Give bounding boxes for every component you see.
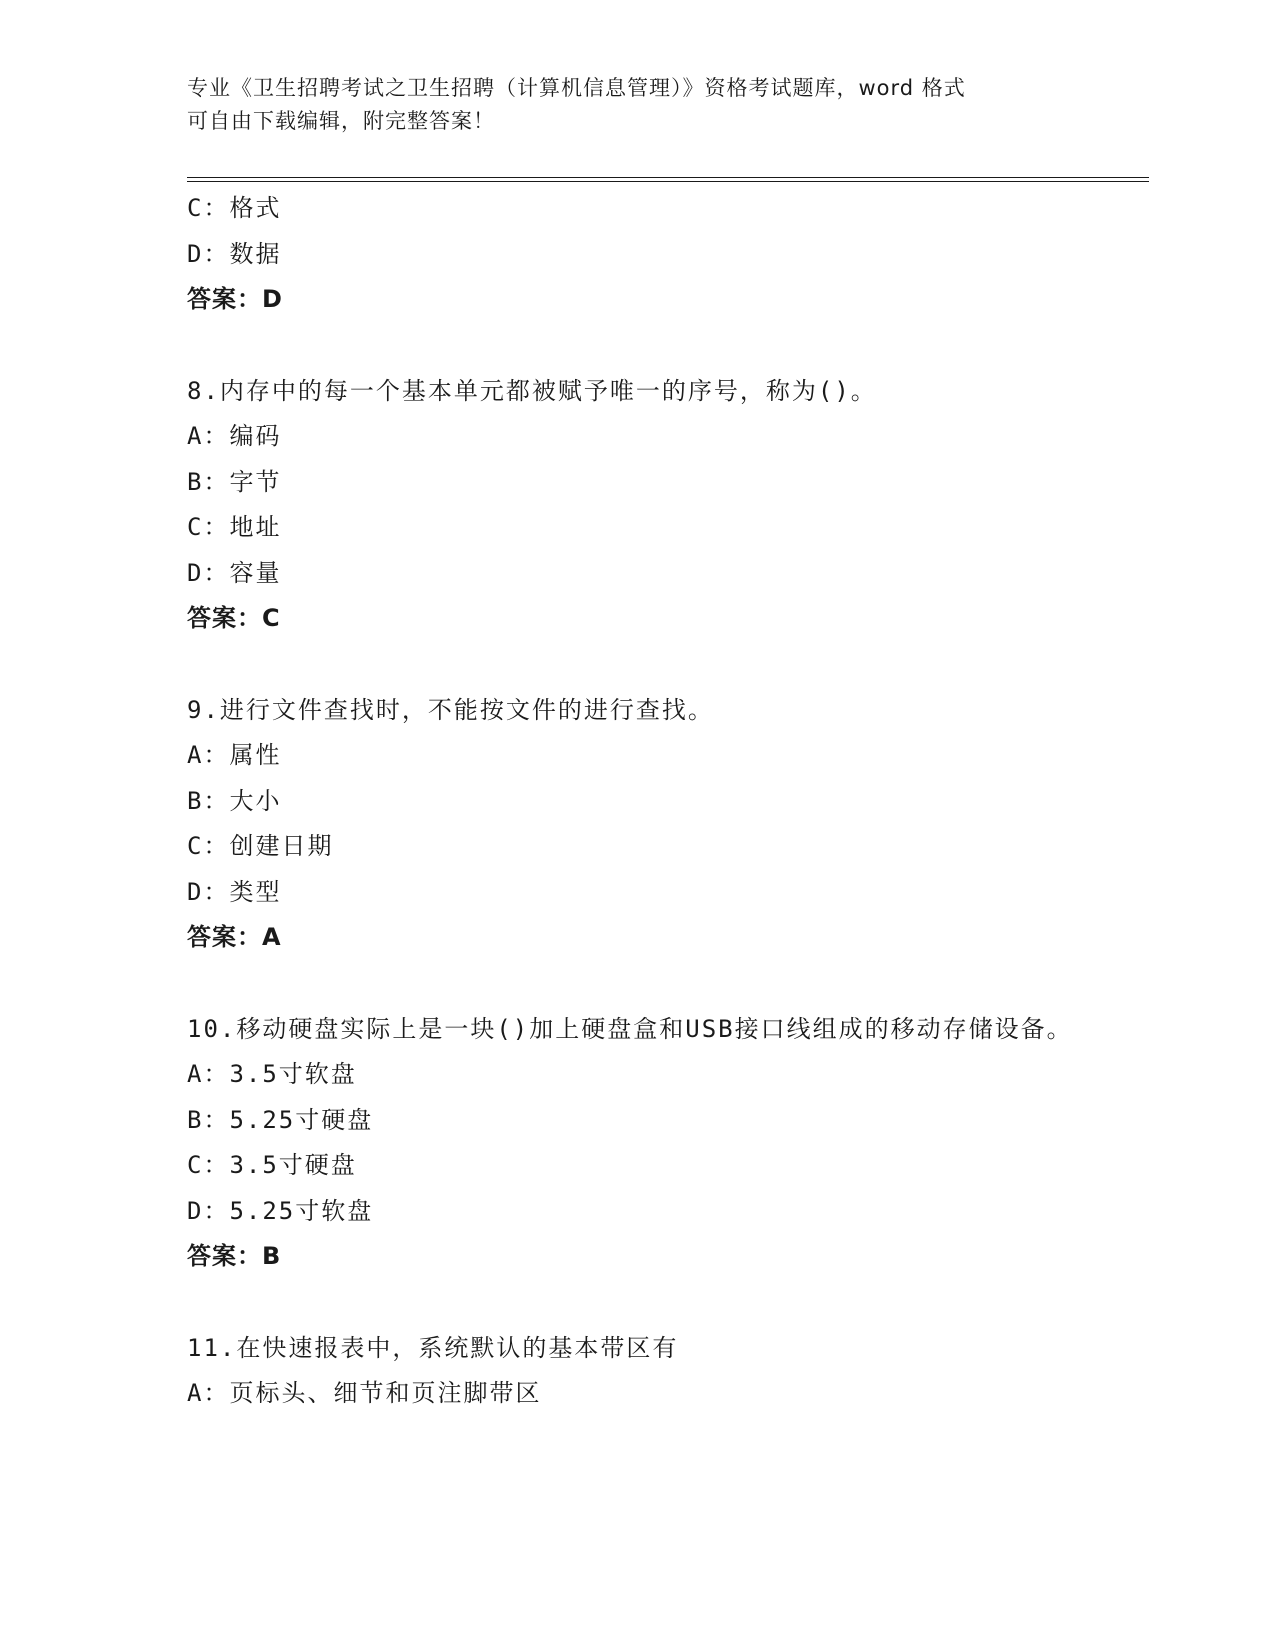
option-a: A：3.5寸软盘 <box>187 1060 357 1088</box>
question-8 <box>187 369 1087 642</box>
question-stem: 8.内存中的每一个基本单元都被赋予唯一的序号，称为()。 <box>187 376 877 405</box>
question-stem: 10.移动硬盘实际上是一块()加上硬盘盒和USB接口线组成的移动存储设备。 <box>187 1014 1073 1043</box>
question-11 <box>187 1326 1087 1417</box>
answer: 答案：D <box>187 285 283 313</box>
answer: 答案：A <box>187 923 282 951</box>
document-header <box>187 72 1067 138</box>
option-a: A：编码 <box>187 422 282 450</box>
option-b: B：大小 <box>187 786 282 815</box>
answer: 答案：C <box>187 604 281 632</box>
option-d: D：类型 <box>187 877 282 906</box>
header-line-1: 专业《卫生招聘考试之卫生招聘（计算机信息管理）》资格考试题库，word 格式 <box>187 76 966 100</box>
option-a: A：属性 <box>187 741 282 769</box>
question-stem: 11.在快速报表中，系统默认的基本带区有 <box>187 1333 679 1362</box>
option-c: C：格式 <box>187 194 282 222</box>
question-7-fragment <box>187 186 1087 323</box>
option-c: C：3.5寸硬盘 <box>187 1151 357 1179</box>
option-d: D：5.25寸软盘 <box>187 1196 374 1225</box>
question-10 <box>187 1007 1087 1280</box>
option-b: B：字节 <box>187 467 282 496</box>
option-d: D：容量 <box>187 558 282 587</box>
answer: 答案：B <box>187 1242 282 1270</box>
option-b: B：5.25寸硬盘 <box>187 1105 374 1134</box>
option-d: D：数据 <box>187 239 282 268</box>
header-line-2: 可自由下载编辑，附完整答案！ <box>187 109 495 133</box>
question-list <box>187 186 1087 1417</box>
header-rule-top <box>187 177 1149 178</box>
question-stem: 9.进行文件查找时，不能按文件的进行查找。 <box>187 695 714 724</box>
option-a: A：页标头、细节和页注脚带区 <box>187 1379 542 1407</box>
option-c: C：创建日期 <box>187 832 334 860</box>
option-c: C：地址 <box>187 513 282 541</box>
header-rule-bottom <box>187 181 1149 182</box>
question-9 <box>187 688 1087 961</box>
